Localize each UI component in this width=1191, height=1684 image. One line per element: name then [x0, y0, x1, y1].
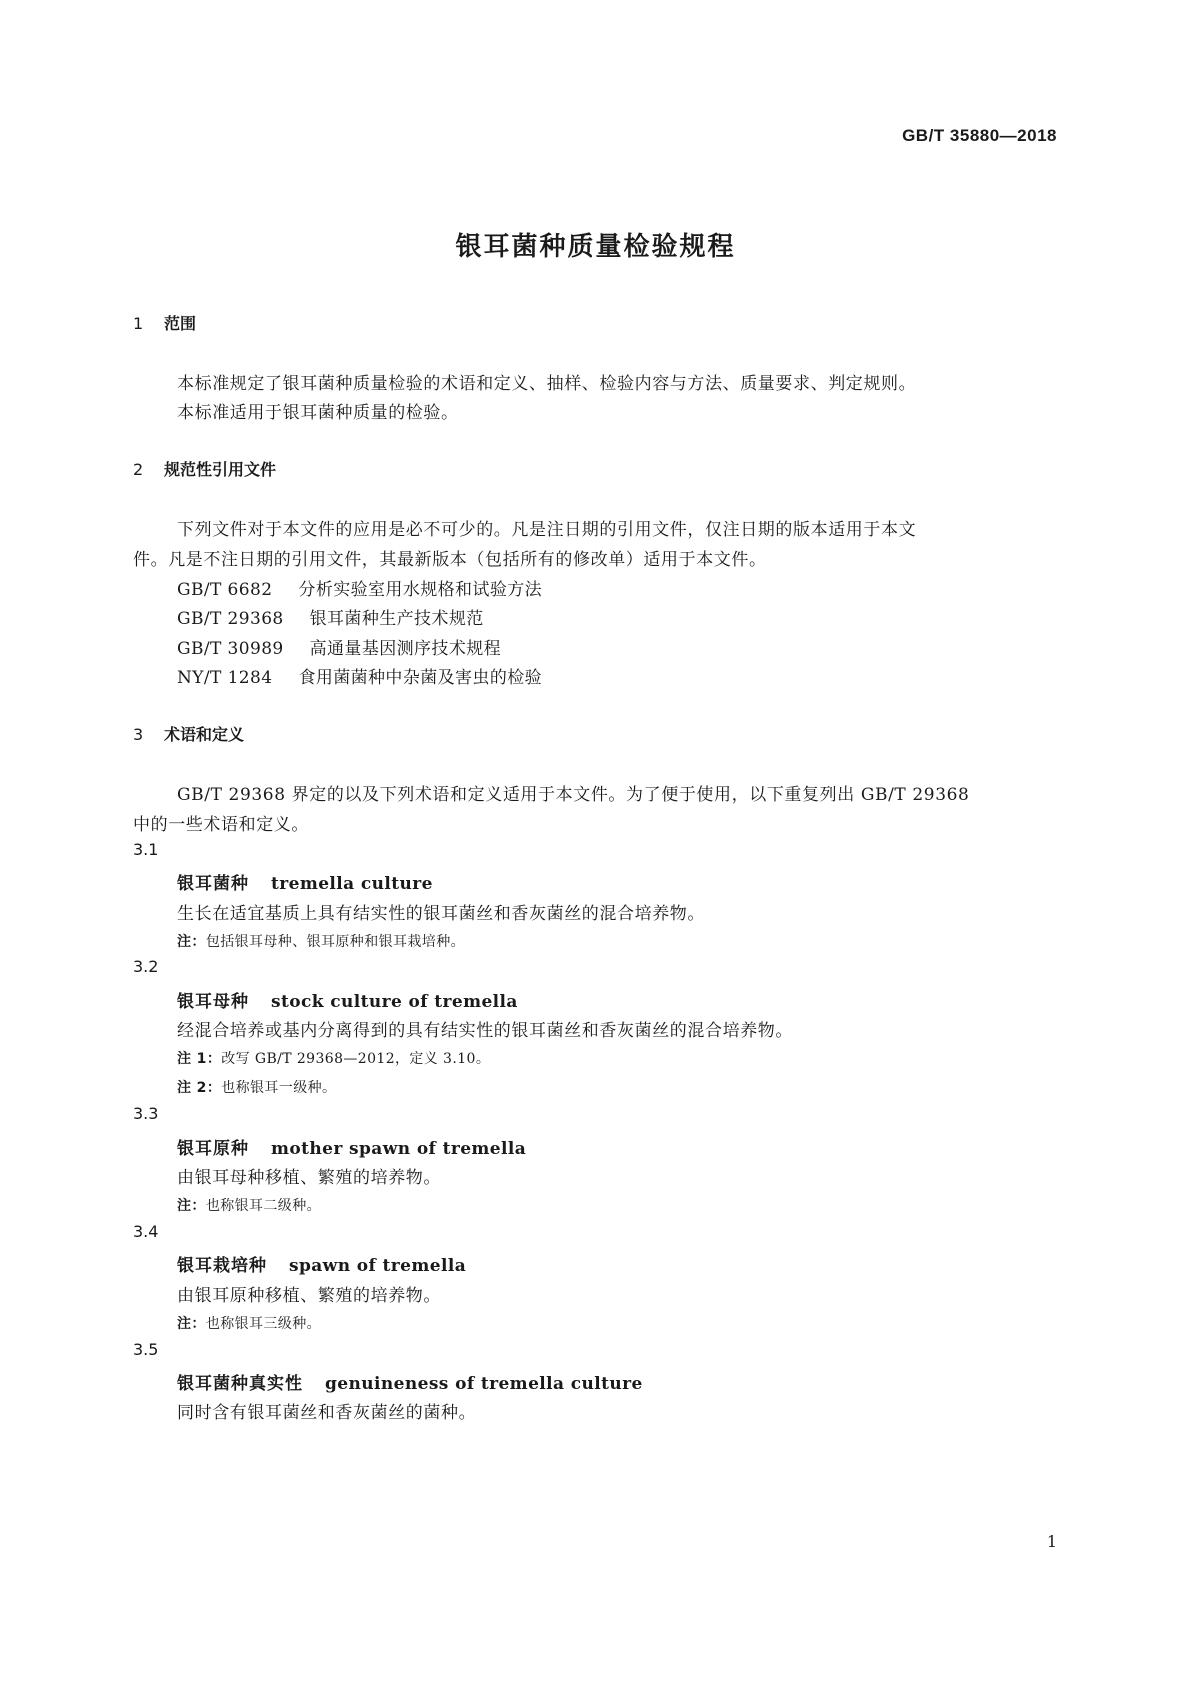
term-heading [177, 1134, 526, 1159]
term-definition: 生长在适宜基质上具有结实性的银耳菌丝和香灰菌丝的混合培养物。 [177, 904, 705, 924]
section-number: 1 [133, 314, 144, 333]
term-note [177, 1195, 321, 1215]
reference-title: 银耳菌种生产技术规范 [309, 609, 484, 629]
section-1-heading [133, 311, 196, 334]
section-3-heading [133, 722, 244, 745]
document-title: 银耳菌种质量检验规程 [455, 232, 736, 262]
paragraph-continued: 中的一些术语和定义。 [133, 815, 309, 835]
term-heading [177, 1369, 643, 1394]
note-label: 注： [177, 1198, 206, 1214]
section-title: 规范性引用文件 [164, 460, 277, 479]
reference-title: 高通量基因测序技术规程 [309, 639, 502, 659]
section-title: 术语和定义 [164, 725, 245, 744]
term-chinese: 银耳菌种真实性 [177, 1374, 303, 1394]
note-text: 改写 GB/T 29368—2012，定义 3.10。 [221, 1051, 491, 1067]
term-note [177, 931, 465, 951]
reference-item [177, 634, 501, 659]
term-definition: 同时含有银耳菌丝和香灰菌丝的菌种。 [177, 1403, 477, 1423]
reference-item [177, 663, 542, 688]
term-definition: 经混合培养或基内分离得到的具有结实性的银耳菌丝和香灰菌丝的混合培养物。 [177, 1021, 793, 1041]
term-english: spawn of tremella [289, 1256, 467, 1276]
reference-code: GB/T 6682 [177, 580, 273, 600]
paragraph: GB/T 29368 界定的以及下列术语和定义适用于本文件。为了便于使用，以下重复列出 GB/T 29368 [177, 785, 970, 805]
term-number: 3.3 [133, 1104, 159, 1123]
term-heading [177, 1251, 466, 1276]
reference-code: NY/T 1284 [177, 668, 273, 688]
paragraph-continued: 件。凡是不注日期的引用文件，其最新版本（包括所有的修改单）适用于本文件。 [133, 550, 767, 570]
term-english: mother spawn of tremella [271, 1139, 527, 1159]
page-number: 1 [1046, 1532, 1057, 1551]
note-text: 也称银耳三级种。 [205, 1316, 322, 1332]
term-note [177, 1313, 321, 1333]
term-number: 3.4 [133, 1222, 159, 1241]
term-note [177, 1048, 490, 1068]
reference-code: GB/T 29368 [177, 609, 284, 629]
note-label: 注 2： [177, 1080, 222, 1096]
term-definition: 由银耳原种移植、繁殖的培养物。 [177, 1286, 441, 1306]
term-english: genuineness of tremella culture [325, 1374, 643, 1394]
section-number: 3 [133, 725, 144, 744]
reference-code: GB/T 30989 [177, 639, 284, 659]
section-2-heading [133, 457, 276, 480]
note-label: 注： [177, 934, 206, 950]
term-chinese: 银耳母种 [177, 992, 249, 1012]
term-number: 3.2 [133, 957, 159, 976]
term-english: tremella culture [271, 874, 433, 894]
term-english: stock culture of tremella [271, 992, 518, 1012]
note-label: 注： [177, 1316, 206, 1332]
term-number: 3.5 [133, 1340, 159, 1359]
term-definition: 由银耳母种移植、繁殖的培养物。 [177, 1168, 441, 1188]
note-text: 也称银耳一级种。 [221, 1080, 337, 1096]
term-chinese: 银耳菌种 [177, 874, 249, 894]
term-chinese: 银耳原种 [177, 1139, 249, 1159]
term-chinese: 银耳栽培种 [177, 1256, 267, 1276]
paragraph: 本标准适用于银耳菌种质量的检验。 [177, 403, 459, 423]
term-heading [177, 987, 518, 1012]
term-number: 3.1 [133, 840, 159, 859]
note-label: 注 1： [177, 1051, 222, 1067]
paragraph: 下列文件对于本文件的应用是必不可少的。凡是注日期的引用文件，仅注日期的版本适用于本文 [177, 520, 917, 540]
section-title: 范围 [164, 314, 197, 333]
note-text: 也称银耳二级种。 [205, 1198, 322, 1214]
paragraph: 本标准规定了银耳菌种质量检验的术语和定义、抽样、检验内容与方法、质量要求、判定规则。 [177, 374, 917, 394]
note-text: 包括银耳母种、银耳原种和银耳栽培种。 [205, 934, 466, 950]
reference-title: 食用菌菌种中杂菌及害虫的检验 [298, 668, 543, 688]
reference-title: 分析实验室用水规格和试验方法 [298, 580, 543, 600]
reference-item [177, 604, 484, 629]
term-note [177, 1077, 336, 1097]
term-heading [177, 869, 433, 894]
reference-item [177, 575, 542, 600]
section-number: 2 [133, 460, 144, 479]
standard-code: GB/T 35880—2018 [902, 126, 1057, 145]
